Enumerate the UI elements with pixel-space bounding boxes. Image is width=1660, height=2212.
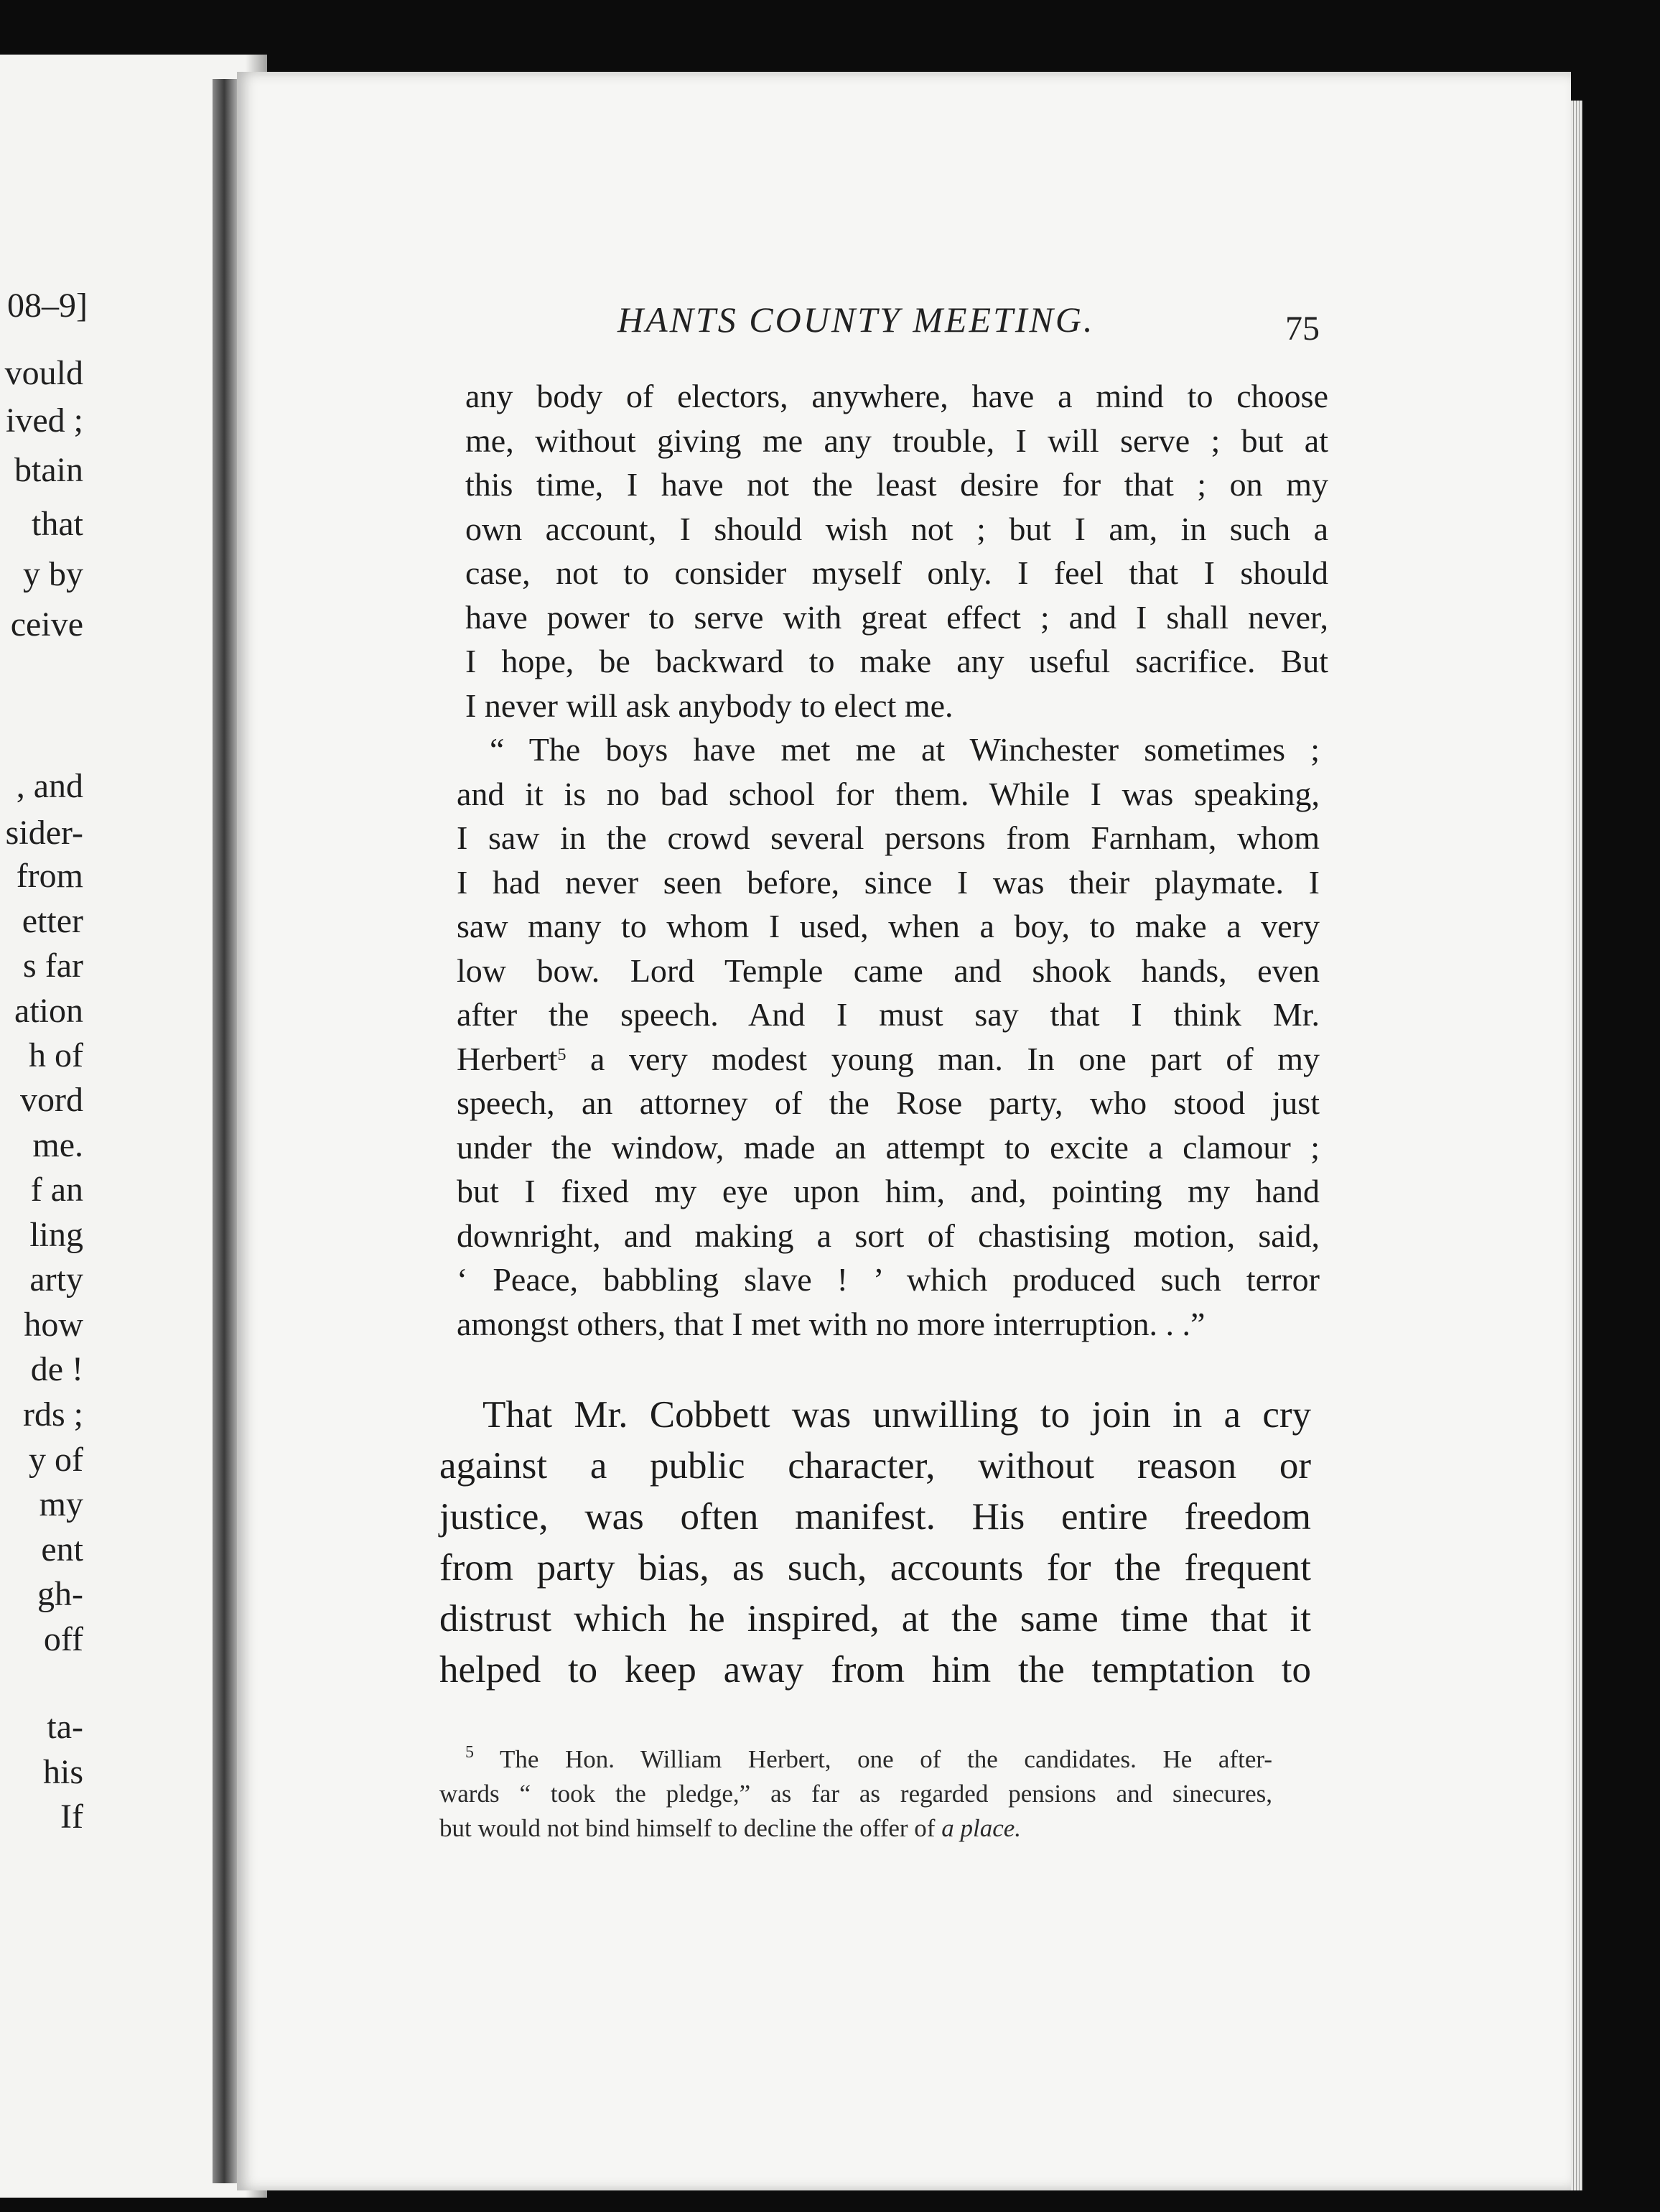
left-page-header-fragment: 08–9] <box>7 287 88 325</box>
text-line: I never will ask anybody to elect me. <box>465 687 953 724</box>
left-fragment: , and <box>16 767 83 805</box>
left-fragment: arty <box>29 1260 83 1298</box>
text-line: this time, I have not the least desire for that ; on my <box>465 466 1328 503</box>
text-line: saw many to whom I used, when a boy, to make a very <box>457 908 1320 944</box>
footnote-line <box>439 1811 1272 1846</box>
left-fragment: ent <box>41 1530 83 1569</box>
footnote-line: wards “ took the pledge,” as far as regarded pensions and sinecures, <box>439 1780 1272 1808</box>
text-line: I hope, be backward to make any useful sacrifice. But <box>465 643 1328 679</box>
left-fragment: my <box>39 1485 83 1523</box>
text-line: ‘ Peace, babbling slave ! ’ which produced such terror <box>457 1261 1320 1298</box>
text-line: under the window, made an attempt to excite a clamour ; <box>457 1128 1320 1166</box>
footnote-line <box>439 1742 1272 1777</box>
quoted-paragraph-2 <box>457 728 1320 1346</box>
left-fragment: his <box>42 1753 83 1791</box>
running-head: HANTS COUNTY MEETING. <box>617 299 1095 340</box>
text-line: against a public character, without reason or <box>439 1445 1311 1487</box>
text-line: but I fixed my eye upon him, and, pointing my hand <box>457 1173 1320 1209</box>
text-line: I saw in the crowd several persons from Farnham, whom <box>457 819 1320 856</box>
left-fragment: vord <box>20 1081 83 1119</box>
narrative-paragraph <box>439 1390 1311 1696</box>
left-fragment: ling <box>29 1216 83 1254</box>
text-line: and it is no bad school for them. While I was speaking, <box>457 775 1320 812</box>
page-number: 75 <box>1285 310 1320 348</box>
left-fragment: rds ; <box>23 1395 83 1433</box>
text-line: own account, I should wish not ; but I am, in such a <box>465 510 1328 547</box>
text-line: “ The boys have met me at Winchester sometimes ; <box>490 731 1320 768</box>
footnote-text: The Hon. William Herbert, one of the candidates. He after- <box>499 1745 1272 1773</box>
quoted-paragraph-1 <box>465 374 1328 728</box>
text-line: after the speech. And I must say that I think Mr. <box>457 996 1320 1033</box>
left-fragment: that <box>32 505 83 543</box>
text-line: me, without giving me any trouble, I will serve ; but at <box>465 422 1328 459</box>
page-stack-edge <box>1571 101 1582 2190</box>
text-line: any body of electors, anywhere, have a mind to choose <box>465 378 1328 414</box>
text-line: case, not to consider myself only. I feel that I should <box>465 554 1328 591</box>
left-fragment: s far <box>23 947 83 985</box>
left-fragment: how <box>24 1306 83 1344</box>
left-fragment: y of <box>29 1441 83 1479</box>
left-fragment: ation <box>14 992 83 1030</box>
herbert-name: Herbert <box>457 1040 558 1077</box>
text-line: from party bias, as such, accounts for the frequent <box>439 1547 1311 1589</box>
left-fragment: h of <box>29 1036 83 1074</box>
left-fragment: ta- <box>47 1708 83 1746</box>
footnote-text: but would not bind himself to decline the offer of <box>439 1814 936 1842</box>
footnote-number: 5 <box>465 1743 474 1762</box>
left-fragment: sider- <box>5 814 83 852</box>
left-fragment: y by <box>23 555 83 593</box>
footnote-reference: 5 <box>557 1045 566 1064</box>
text-line: helped to keep away from him the temptation to <box>439 1649 1311 1691</box>
text-line: low bow. Lord Temple came and shook hands, even <box>457 952 1320 989</box>
text-line: have power to serve with great effect ; and I shall never, <box>465 598 1328 636</box>
left-fragment: ived ; <box>6 401 83 440</box>
closing-line: amongst others, that I met with no more interruption. . .” <box>457 1305 1206 1342</box>
book-binding-gutter <box>213 79 238 2183</box>
left-fragment: me. <box>32 1126 83 1164</box>
left-fragment: vould <box>4 354 83 392</box>
left-fragment: If <box>60 1798 83 1836</box>
left-fragment: btain <box>14 451 83 489</box>
left-fragment: off <box>43 1620 83 1658</box>
footnote <box>439 1742 1272 1846</box>
herbert-line <box>457 1037 1320 1082</box>
left-fragment: de ! <box>30 1350 83 1388</box>
text-line: distrust which he inspired, at the same time that it <box>439 1598 1311 1640</box>
left-fragment: etter <box>22 902 83 940</box>
text-line: downright, and making a sort of chastising motion, said, <box>457 1217 1320 1254</box>
left-fragment: f an <box>30 1171 83 1209</box>
text-line: I had never seen before, since I was their playmate. I <box>457 863 1320 901</box>
text-line: speech, an attorney of the Rose party, who stood just <box>457 1084 1320 1121</box>
text-line: That Mr. Cobbett was unwilling to join in a cry <box>482 1394 1311 1436</box>
text-line: justice, was often manifest. His entire freedom <box>439 1496 1311 1538</box>
footnote-italic: a place. <box>941 1814 1022 1842</box>
left-fragment: ceive <box>10 605 83 643</box>
left-fragment: from <box>16 857 83 895</box>
herbert-line-rest: a very modest young man. In one part of my <box>590 1040 1320 1077</box>
left-fragment: gh- <box>37 1575 83 1613</box>
